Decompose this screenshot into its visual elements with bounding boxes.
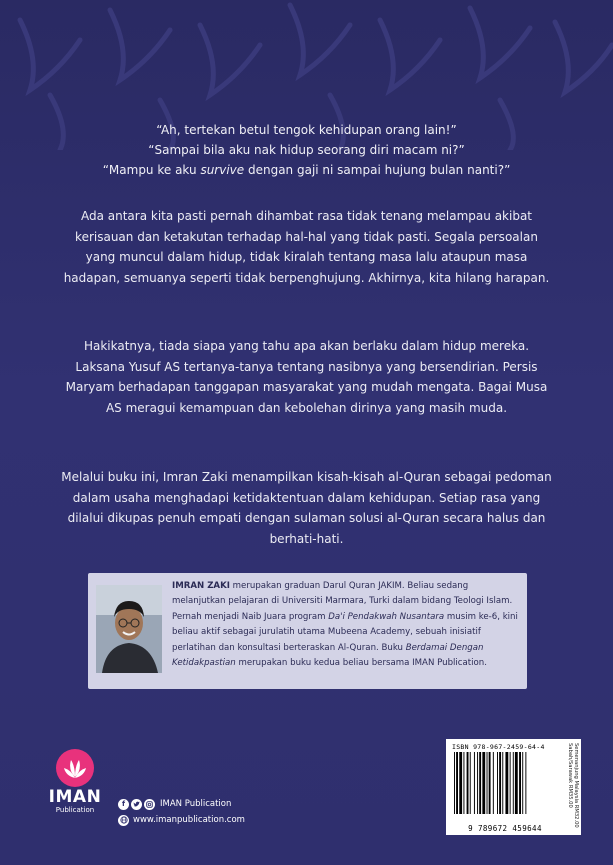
barcode-bar [482,752,485,814]
instagram-icon[interactable] [144,799,155,810]
barcode-bar [477,752,478,814]
publisher-logo [40,748,110,828]
barcode-bar [510,752,511,814]
barcode-bar [479,752,481,814]
paragraph-2: Hakikatnya, tiada siapa yang tahu apa akan berlaku dalam hidup mereka. Laksana Yusuf AS tertanya-tanya tentang nasibnya yang bersendirian. Persis Maryam berhadapan tanggapan masyarakat yang mudah mengata. Bagai Musa AS meragui kemampuan dan kebolehan dirinya yang masih muda. [65,339,548,415]
logo-name: IMAN [48,787,102,807]
quote-3: “Mampu ke aku survive dengan gaji ni sampai hujung bulan nanti?” [102,163,511,177]
price-label: Semenanjung Malaysia RM32.00 Sabah/Sarawak RM35.00 [567,743,579,828]
opening-quotes [0,120,613,180]
quote-2: “Sampai bila aku nak hidup seorang diri macam ni?” [148,143,465,157]
barcode-box [446,739,581,835]
barcode-bar [519,752,521,814]
barcode-bar [467,752,469,814]
website-link[interactable]: www.imanpublication.com [133,815,245,825]
barcode-bar [487,752,488,814]
barcode-bar [470,752,471,814]
barcode-bar [463,752,464,814]
quote-1: “Ah, tertekan betul tengok kehidupan orang lain!” [156,123,457,137]
barcode-bar [499,752,501,814]
author-bio: IMRAN ZAKI merupakan graduan Darul Quran JAKIM. Beliau sedang melanjutkan pelajaran di Universiti Marmara, Turki dalam bidang Teologi Islam. Pernah menjadi Naib Juara program Da'i Pendakwah Nusantara musim ke-6, kini beliau aktif sebagai jurulatih utama Mubeena Academy, sebuah inisiatif perlatihan dan konsultasi berteraskan Al-Quran. Buku Berdamai Dengan Ketidakpastian merupakan buku kedua beliau bersama IMAN Publication. [172,581,518,669]
barcode-bar [522,752,523,814]
barcode-bar [474,752,475,814]
author-name: IMRAN ZAKI [172,581,230,591]
paragraph-3: Melalui buku ini, Imran Zaki menampilkan kisah-kisah al-Quran sebagai pedoman dalam usaha menghadapi ketidaktentuan dalam kehidupan. Setiap rasa yang dilalui dikupas penuh empati dengan sulaman solusi al-Quran secara halus dan berhati-hati. [61,470,552,546]
barcode-bar [489,752,491,814]
social-links [118,797,231,811]
author-bio-box [88,573,527,689]
barcode-bar [456,752,458,814]
barcode-bar [513,752,514,814]
facebook-icon[interactable]: f [118,799,129,810]
barcode-bar [459,752,462,814]
iman-logo-icon [55,748,95,788]
globe-icon [118,815,129,826]
barcode [452,752,562,822]
barcode-bar [502,752,503,814]
website-row [118,813,245,827]
logo-subtitle: Publication [55,806,95,814]
barcode-bar [515,752,518,814]
social-handle: IMAN Publication [160,799,232,809]
barcode-bar [454,752,455,814]
isbn-label: ISBN 978-967-2459-64-4 [452,743,545,751]
paragraph-1: Ada antara kita pasti pernah dihambat rasa tidak tenang melampau akibat kerisauan dan ketakutan terhadap hal-hal yang tidak pasti. Segala persoalan yang muncul dalam hidup, tidak kiralah tentang masa lalu ataupun masa hadapan, semuanya seperti tidak berpenghujung. Akhirnya, kita hilang harapan. [63,209,550,285]
barcode-number: 9 789672 459644 [468,824,542,833]
twitter-icon[interactable] [131,799,142,810]
barcode-bar [525,752,526,814]
author-photo [96,585,162,673]
barcode-bar [497,752,498,814]
barcode-bar [505,752,508,814]
barcode-bar [493,752,494,814]
